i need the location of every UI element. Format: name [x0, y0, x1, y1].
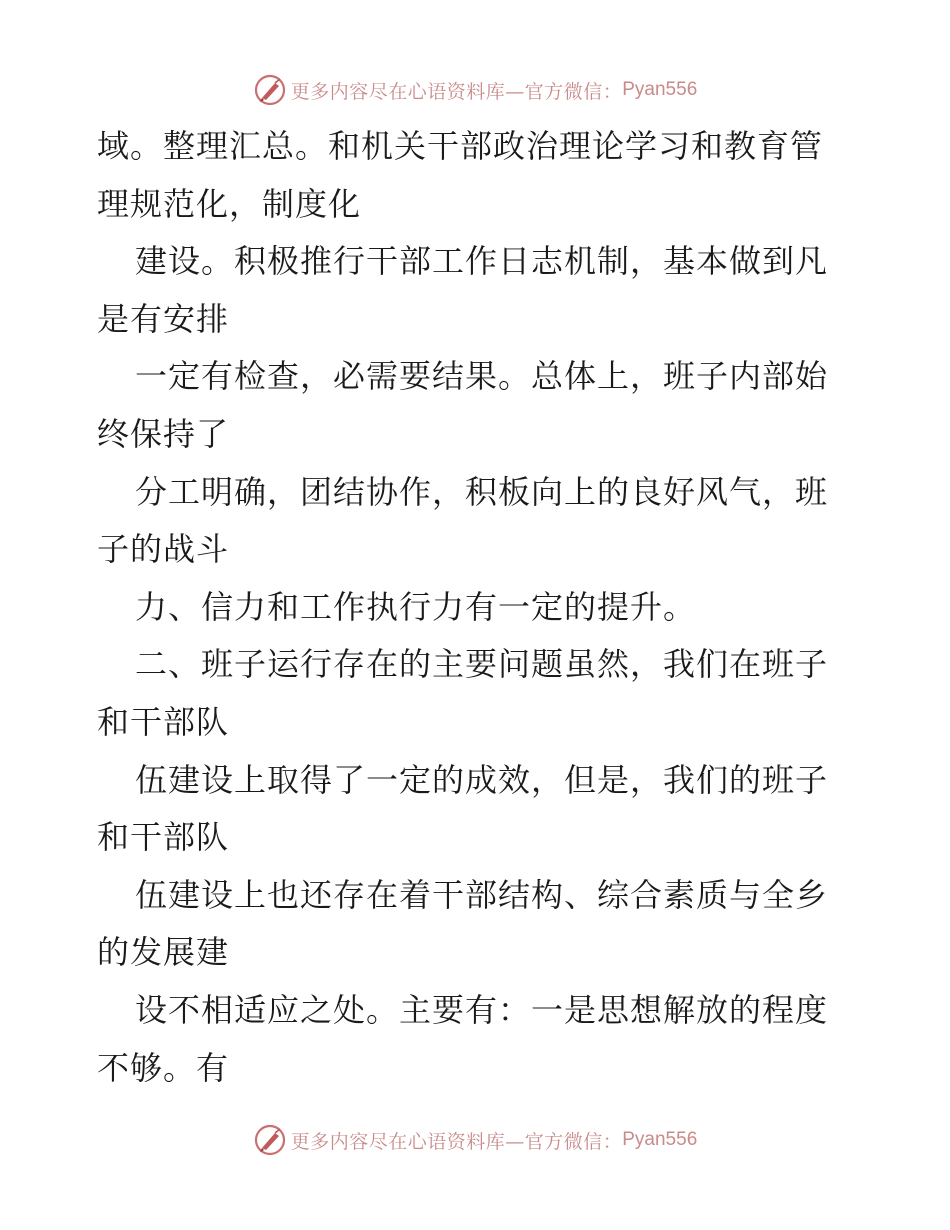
text-line: 理规范化，制度化 [97, 184, 362, 223]
watermark-handle: Pyan556 [622, 1129, 698, 1150]
watermark-handle: Pyan556 [622, 79, 698, 100]
quill-pen-circle-icon [253, 1123, 287, 1157]
quill-pen-circle-icon [253, 73, 287, 107]
text-line: 设不相适应之处。主要有：一是思想解放的程度 [135, 990, 829, 1029]
text-line: 不够。有 [97, 1048, 230, 1087]
header-watermark [0, 70, 950, 110]
footer-watermark [0, 1120, 950, 1160]
text-line: 和干部队 [97, 818, 230, 857]
text-line: 子的战斗 [97, 530, 230, 569]
text-line: 力、信力和工作执行力有一定的提升。 [135, 587, 697, 626]
text-line: 分工明确，团结协作，积板向上的良好风气，班 [135, 472, 829, 511]
text-line: 一定有检查，必需要结果。总体上，班子内部始 [135, 357, 829, 396]
document-body [97, 118, 857, 1097]
text-line: 伍建设上也还存在着干部结构、综合素质与全乡 [135, 875, 829, 914]
text-line: 的发展建 [97, 933, 230, 972]
text-line: 是有安排 [97, 299, 230, 338]
text-line: 建设。积极推行干部工作日志机制，基本做到凡 [135, 242, 829, 281]
text-line: 域。整理汇总。和机关干部政治理论学习和教育管 [97, 127, 824, 165]
watermark-site-text: 更多内容尽在心语资料库—官方微信： [290, 1130, 623, 1153]
text-line: 终保持了 [97, 414, 230, 453]
text-line: 二、班子运行存在的主要问题虽然，我们在班子 [135, 645, 829, 684]
watermark-site-text: 更多内容尽在心语资料库—官方微信： [290, 80, 623, 103]
text-line: 伍建设上取得了一定的成效，但是，我们的班子 [135, 760, 829, 799]
text-line: 和干部队 [97, 702, 230, 741]
